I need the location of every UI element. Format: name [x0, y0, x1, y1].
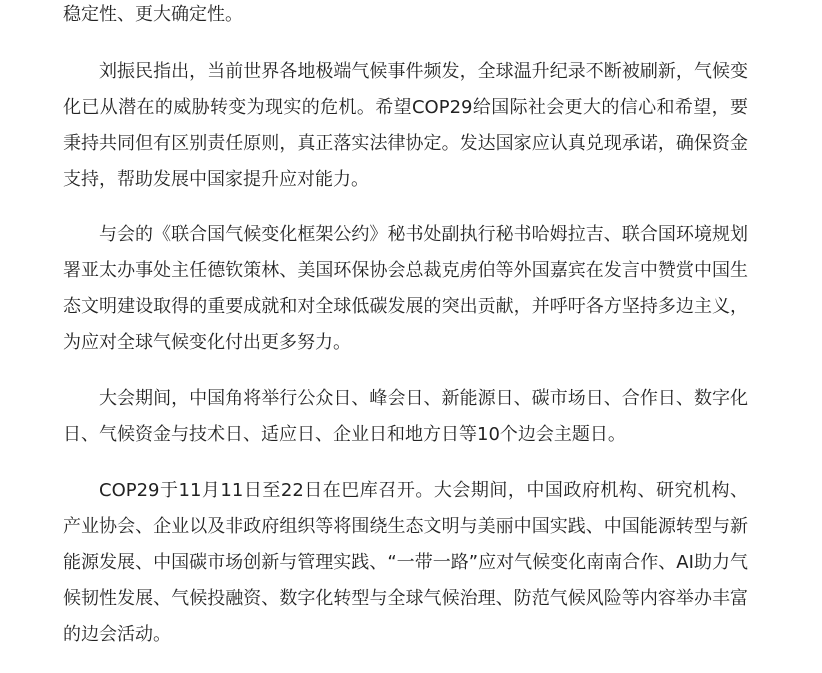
paragraph-continuation: 稳定性、更大确定性。 [63, 4, 243, 25]
paragraph-foreign-guests: 与会的《联合国气候变化框架公约》秘书处副执行秘书哈姆拉吉、联合国环境规划署亚太办事处主任德钦策林、美国环保协会总裁克虏伯等外国嘉宾在发言中赞赏中国生态文明建设取得的重要成就和对全球低碳发展的突出贡献，并呼吁各方坚持多边主义，为应对全球气候变化付出更多努力。 [63, 224, 748, 353]
paragraph-theme-days: 大会期间，中国角将举行公众日、峰会日、新能源日、碳市场日、合作日、数字化日、气候资金与技术日、适应日、企业日和地方日等10个边会主题日。 [63, 388, 748, 445]
paragraph-liu-zhenmin: 刘振民指出，当前世界各地极端气候事件频发，全球温升纪录不断被刷新，气候变化已从潜在的威胁转变为现实的危机。希望COP29给国际社会更大的信心和希望，要秉持共同但有区别责任原则，真正落实法律协定。发达国家应认真兑现承诺，确保资金支持，帮助发展中国家提升应对能力。 [63, 61, 748, 190]
paragraph-cop29-events: COP29于11月11日至22日在巴库召开。大会期间，中国政府机构、研究机构、产业协会、企业以及非政府组织等将围绕生态文明与美丽中国实践、中国能源转型与新能源发展、中国碳市场创新与管理实践、“一带一路”应对气候变化南南合作、AI助力气候韧性发展、气候投融资、数字化转型与全球气候治理、防范气候风险等内容举办丰富的边会活动。 [63, 480, 748, 645]
